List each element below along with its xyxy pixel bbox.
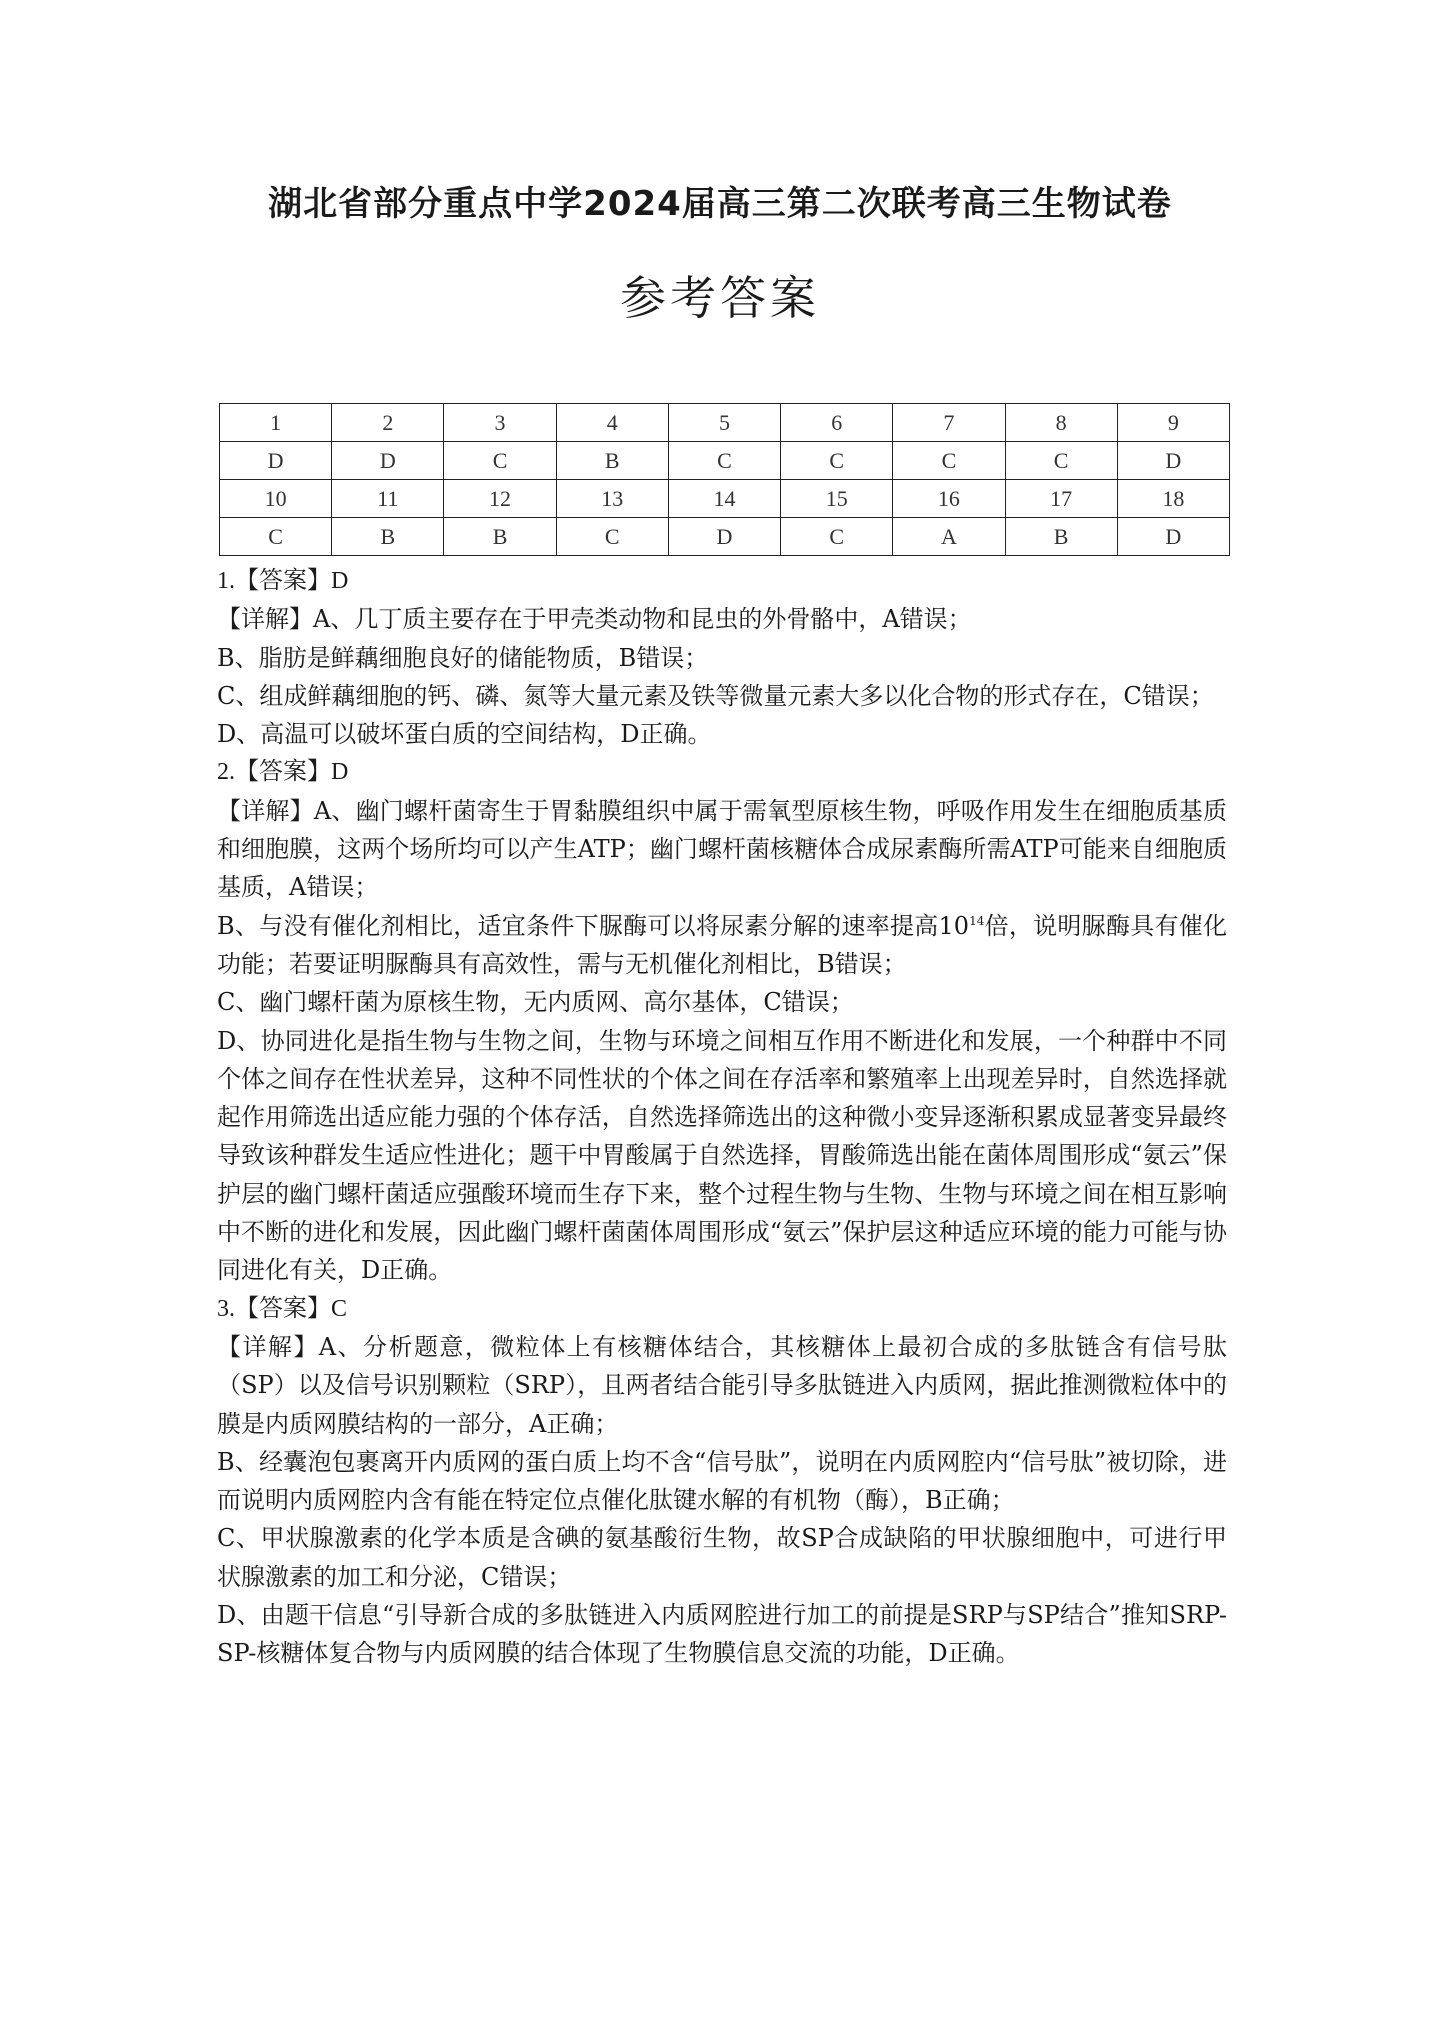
explanation-paragraph: C、甲状腺激素的化学本质是含碘的氨基酸衍生物，故SP合成缺陷的甲状腺细胞中，可进行甲状腺激素的加工和分泌，C错误；	[217, 1524, 1227, 1591]
table-cell: 8	[1005, 404, 1117, 442]
explanation-paragraph: C、组成鲜藕细胞的钙、磷、氮等大量元素及铁等微量元素大多以化合物的形式存在，C错误；	[217, 681, 1214, 710]
table-cell: 18	[1117, 480, 1229, 518]
table-cell: D	[220, 442, 332, 480]
table-cell: 17	[1005, 480, 1117, 518]
explanation-paragraph: B、脂肪是鲜藕细胞良好的储能物质，B错误；	[217, 643, 709, 672]
explanations	[217, 562, 1227, 1673]
table-cell: C	[781, 442, 893, 480]
table-cell: 9	[1117, 404, 1229, 442]
explanation-paragraph: D、协同进化是指生物与生物之间，生物与环境之间相互作用不断进化和发展，一个种群中不同个体之间存在性状差异，这种不同性状的个体之间在存活率和繁殖率上出现差异时，自然选择就起作用筛选出适应能力强的个体存活，自然选择筛选出的这种微小变异逐渐积累成显著变异最终导致该种群发生适应性进化；题干中胃酸属于自然选择，胃酸筛选出能在菌体周围形成“氨云”保护层的幽门螺杆菌适应强酸环境而生存下来，整个过程生物与生物、生物与环境之间在相互影响中不断的进化和发展，因此幽门螺杆菌菌体周围形成“氨云”保护层这种适应环境的能力可能与协同进化有关，D正确。	[217, 1026, 1227, 1285]
table-cell: 12	[444, 480, 556, 518]
explanation-paragraph: D、由题干信息“引导新合成的多肽链进入内质网腔进行加工的前提是SRP与SP结合”推知SRP-SP-核糖体复合物与内质网膜的结合体现了生物膜信息交流的功能，D正确。	[217, 1601, 1227, 1668]
table-cell: 13	[556, 480, 668, 518]
table-cell: 4	[556, 404, 668, 442]
question-3-answer: 3.【答案】C	[217, 1295, 348, 1322]
table-cell: 14	[668, 480, 780, 518]
table-cell: D	[1117, 442, 1229, 480]
table-cell: 11	[332, 480, 444, 518]
table-cell: C	[556, 518, 668, 556]
question-2-explanation	[217, 753, 1227, 1289]
explanation-paragraph: 【详解】A、分析题意，微粒体上有核糖体结合，其核糖体上最初合成的多肽链含有信号肽（SP）以及信号识别颗粒（SRP），且两者结合能引导多肽链进入内质网，据此推测微粒体中的膜是内质网膜结构的一部分，A正确；	[217, 1332, 1227, 1438]
table-cell: 1	[220, 404, 332, 442]
table-cell: 16	[893, 480, 1005, 518]
table-cell: C	[668, 442, 780, 480]
table-cell: B	[444, 518, 556, 556]
table-row	[220, 480, 1230, 518]
table-cell: D	[332, 442, 444, 480]
table-cell: D	[1117, 518, 1229, 556]
question-3-explanation	[217, 1290, 1227, 1673]
explanation-text: 倍，说明脲酶具有催化功能；若要证明脲酶具有高效性，需与无机催化剂相比，B错误；	[217, 911, 1227, 978]
table-cell: 2	[332, 404, 444, 442]
answer-key-table	[219, 403, 1230, 556]
table-cell: A	[893, 518, 1005, 556]
table-cell: 10	[220, 480, 332, 518]
table-cell: 5	[668, 404, 780, 442]
question-1-explanation	[217, 562, 1227, 753]
table-row	[220, 518, 1230, 556]
table-cell: 7	[893, 404, 1005, 442]
table-cell: 3	[444, 404, 556, 442]
exam-title: 湖北省部分重点中学2024届高三第二次联考高三生物试卷	[268, 184, 1172, 224]
table-cell: 6	[781, 404, 893, 442]
table-cell: B	[556, 442, 668, 480]
explanation-text: B、与没有催化剂相比，适宜条件下脲酶可以将尿素分解的速率提高10	[217, 911, 970, 940]
table-cell: C	[1005, 442, 1117, 480]
explanation-paragraph: 【详解】A、几丁质主要存在于甲壳类动物和昆虫的外骨骼中，A错误；	[217, 605, 972, 634]
table-row	[220, 404, 1230, 442]
table-cell: C	[893, 442, 1005, 480]
explanation-paragraph: C、幽门螺杆菌为原核生物，无内质网、高尔基体，C错误；	[217, 988, 854, 1017]
table-cell: C	[220, 518, 332, 556]
table-cell: B	[1005, 518, 1117, 556]
explanation-paragraph: 【详解】A、幽门螺杆菌寄生于胃黏膜组织中属于需氧型原核生物，呼吸作用发生在细胞质基质和细胞膜，这两个场所均可以产生ATP；幽门螺杆菌核糖体合成尿素酶所需ATP可能来自细胞质基质，A错误；	[217, 796, 1227, 902]
table-row	[220, 442, 1230, 480]
table-cell: B	[332, 518, 444, 556]
explanation-paragraph: D、高温可以破坏蛋白质的空间结构，D正确。	[217, 720, 712, 749]
table-cell: D	[668, 518, 780, 556]
table-cell: 15	[781, 480, 893, 518]
exponent: 14	[969, 913, 985, 928]
question-2-answer: 2.【答案】D	[217, 759, 349, 786]
page-subtitle: 参考答案	[620, 271, 820, 325]
explanation-paragraph	[217, 907, 1227, 984]
table-cell: C	[444, 442, 556, 480]
explanation-paragraph: B、经囊泡包裹离开内质网的蛋白质上均不含“信号肽”，说明在内质网腔内“信号肽”被切除，进而说明内质网腔内含有能在特定位点催化肽键水解的有机物（酶），B正确；	[217, 1447, 1227, 1515]
table-cell: C	[781, 518, 893, 556]
question-1-answer: 1.【答案】D	[217, 568, 349, 594]
